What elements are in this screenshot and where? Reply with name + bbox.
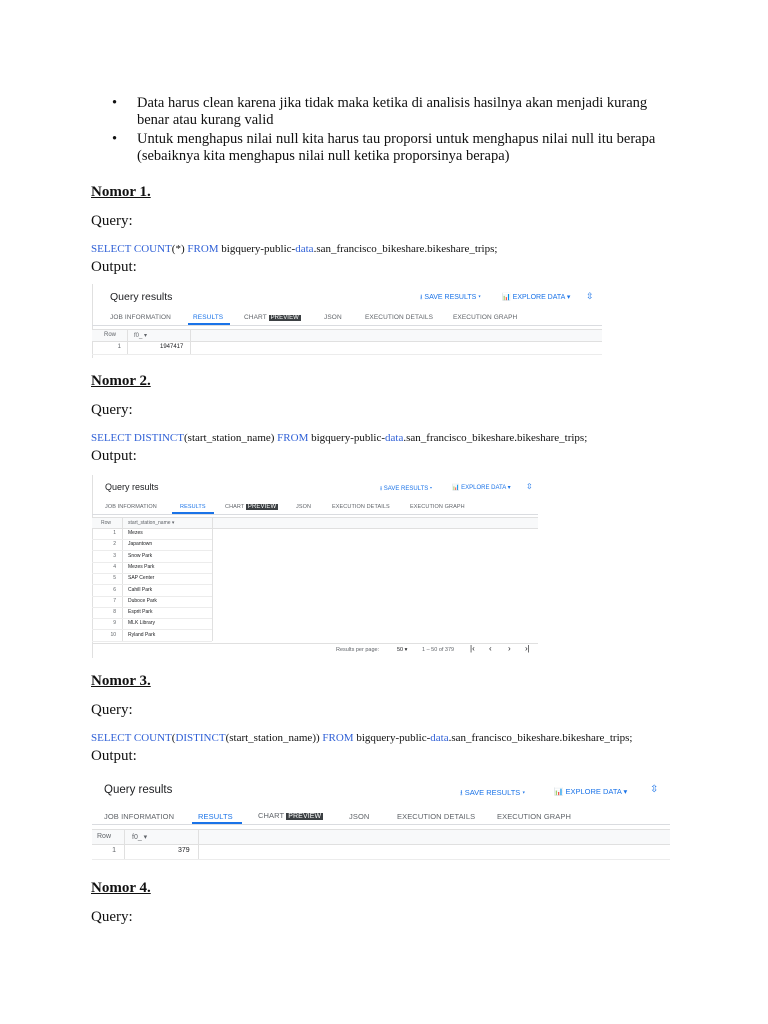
section-heading-4: Nomor 4. [91, 880, 151, 896]
query-results-panel-1 [92, 284, 602, 358]
row-number: 1 [113, 530, 116, 536]
preview-badge: PREVIEW [288, 813, 322, 820]
result-cell: Japantown [128, 541, 153, 548]
row-number: 3 [113, 552, 116, 559]
row-divider [92, 539, 212, 540]
preview-badge: PREVIEW [270, 315, 299, 321]
table-header [92, 517, 538, 529]
tab-job-information[interactable]: JOB INFORMATION [105, 504, 157, 510]
row-number: 6 [113, 586, 116, 593]
query-results-panel-2 [92, 475, 538, 658]
output-label: Output: [91, 748, 137, 764]
chart-icon: 📊 [554, 787, 564, 796]
row-divider [92, 550, 212, 551]
tab-chart[interactable]: CHART PREVIEW [258, 811, 322, 820]
row-divider [92, 573, 212, 574]
row-number: 10 [110, 631, 116, 638]
query-label: Query: [91, 702, 133, 718]
section-heading-2: Nomor 2. [91, 373, 151, 389]
tab-execution-details[interactable]: EXECUTION DETAILS [365, 314, 434, 321]
explore-data-button[interactable]: 📊 EXPLORE DATA ▾ [452, 485, 511, 491]
row-divider [92, 596, 212, 597]
results-per-page-label: Results per page: [336, 647, 380, 653]
row-number: 9 [113, 620, 116, 627]
bullet-item: • Untuk menghapus nilai null kita harus tau proporsi untuk menghapus nilai null itu berapa (sebaiknya kita menghapus nilai null ketika proporsinya berapa) [112, 131, 682, 165]
query-label: Query: [91, 213, 133, 229]
result-cell: MLK Library [128, 620, 155, 627]
row-divider [92, 584, 212, 585]
panel-title: Query results [110, 291, 173, 303]
tab-results[interactable]: RESULTS [180, 504, 206, 510]
query-label: Query: [91, 909, 133, 925]
tab-job-information[interactable]: JOB INFORMATION [110, 314, 171, 321]
sql-query-1: SELECT COUNT(*) FROM bigquery-public-data.san_francisco_bikeshare.bikeshare_trips; [91, 243, 498, 255]
result-cell: Snow Park [128, 552, 153, 559]
row-column-header: Row [104, 332, 117, 338]
query-results-panel-3 [92, 776, 670, 860]
sql-query-2: SELECT DISTINCT(start_station_name) FROM bigquery-public-data.san_francisco_bikeshare.bikeshare_trips; [91, 432, 588, 444]
tab-execution-graph[interactable]: EXECUTION GRAPH [453, 314, 518, 321]
result-cell: Cahill Park [128, 586, 153, 593]
tab-chart[interactable]: CHART PREVIEW [244, 314, 299, 321]
tab-job-information[interactable]: JOB INFORMATION [104, 812, 175, 821]
tab-execution-graph[interactable]: EXECUTION GRAPH [410, 504, 465, 510]
section-heading-3: Nomor 3. [91, 673, 151, 689]
table-header [92, 829, 670, 845]
row-number: 2 [113, 541, 116, 548]
expand-icon[interactable]: ⇳ [650, 784, 659, 795]
result-cell: Mezes Park [128, 563, 155, 570]
download-icon: ⭳ [460, 788, 463, 797]
save-results-button[interactable]: ⭳ SAVE RESULTS ▾ [420, 294, 481, 301]
output-label: Output: [91, 259, 137, 275]
explore-data-button[interactable]: 📊 EXPLORE DATA ▾ [502, 294, 571, 301]
result-cell: 379 [178, 847, 190, 854]
section-heading-1: Nomor 1. [91, 184, 151, 200]
last-page-icon[interactable]: ›| [525, 644, 530, 653]
result-cell: Mezes [128, 530, 143, 536]
row-divider [92, 629, 212, 630]
pagination-range: 1 – 50 of 379 [422, 647, 455, 653]
row-number: 4 [113, 563, 116, 570]
result-cell: SAP Center [128, 575, 155, 582]
first-page-icon[interactable]: |‹ [470, 644, 475, 653]
tab-execution-graph[interactable]: EXECUTION GRAPH [497, 812, 572, 821]
tab-json[interactable]: JSON [349, 812, 370, 821]
download-icon: ⭳ [420, 294, 423, 301]
expand-icon[interactable]: ⇳ [526, 482, 533, 491]
chart-icon: 📊 [502, 294, 511, 301]
result-cell: Ryland Park [128, 631, 156, 638]
query-label: Query: [91, 402, 133, 418]
panel-title: Query results [104, 784, 173, 796]
result-cell: Duboce Park [128, 597, 157, 604]
row-divider [92, 607, 212, 608]
table-header [92, 329, 602, 342]
row-number: 7 [113, 597, 116, 604]
expand-icon[interactable]: ⇳ [586, 291, 594, 301]
chart-icon: 📊 [452, 485, 460, 491]
tab-json[interactable]: JSON [324, 314, 342, 321]
column-header[interactable]: start_station_name ▾ [128, 520, 175, 526]
row-number: 1 [117, 344, 121, 350]
row-divider [92, 641, 212, 642]
row-column-header: Row [101, 520, 112, 526]
panel-title: Query results [105, 482, 159, 492]
column-header[interactable]: f0_ ▾ [132, 834, 148, 841]
tab-execution-details[interactable]: EXECUTION DETAILS [332, 504, 390, 510]
row-divider [92, 562, 212, 563]
sql-query-3: SELECT COUNT(DISTINCT(start_station_name)) FROM bigquery-public-data.san_francisco_bikeshare.bikeshare_trips; [91, 732, 633, 744]
tab-json[interactable]: JSON [296, 504, 312, 510]
result-cell: 1947417 [160, 344, 184, 350]
results-per-page-select[interactable]: 50 ▾ [397, 647, 408, 653]
row-divider [92, 618, 212, 619]
tab-chart[interactable]: CHART PREVIEW [225, 504, 277, 510]
row-number: 8 [113, 609, 116, 616]
save-results-button[interactable]: ⭳ SAVE RESULTS ▾ [380, 486, 433, 492]
column-header[interactable]: f0_ ▾ [134, 333, 148, 339]
next-page-icon[interactable]: › [508, 644, 511, 653]
intro-bullet-list [112, 95, 682, 167]
tab-results[interactable]: RESULTS [193, 314, 224, 321]
download-icon: ⭳ [380, 486, 383, 492]
bullet-item: • Data harus clean karena jika tidak maka ketika di analisis hasilnya akan menjadi kurang benar atau kurang valid [112, 95, 682, 129]
tab-results[interactable]: RESULTS [198, 812, 233, 821]
save-results-button[interactable]: ⭳ SAVE RESULTS ▾ [460, 788, 526, 797]
previous-page-icon[interactable]: ‹ [489, 644, 492, 653]
row-column-header: Row [97, 833, 112, 840]
output-label: Output: [91, 448, 137, 464]
row-number: 1 [112, 847, 116, 854]
row-number: 5 [113, 575, 116, 582]
result-cell: Esprit Park [128, 609, 153, 616]
preview-badge: PREVIEW [247, 504, 277, 510]
tab-execution-details[interactable]: EXECUTION DETAILS [397, 812, 476, 821]
explore-data-button[interactable]: 📊 EXPLORE DATA ▾ [554, 787, 628, 796]
